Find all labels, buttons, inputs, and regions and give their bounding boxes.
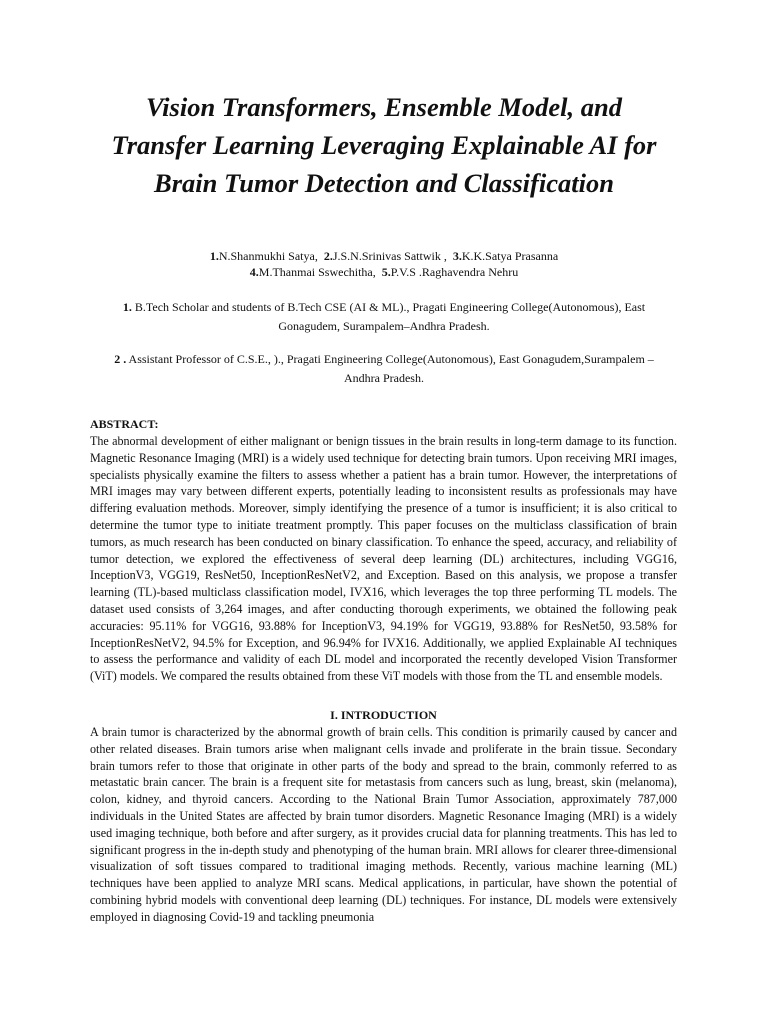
affiliation-text: Assistant Professor of C.S.E., )., Pragati Engineering College(Autonomous), East Gonagudem,Surampalem – Andhra Pradesh. <box>126 352 654 385</box>
author-name: P.V.S .Raghavendra Nehru <box>390 265 519 279</box>
affiliation-text: B.Tech Scholar and students of B.Tech CSE (AI & ML)., Pragati Engineering College(Autonomous), East Gonagudem, Surampalem–Andhra Pradesh. <box>131 300 646 333</box>
abstract-text: The abnormal development of either malignant or benign tissues in the brain results in long-term damage to its function. Magnetic Resonance Imaging (MRI) is a widely used technique for detecting brain tumors. Upon receiving MRI images, specialists physically examine the filters to assess whether a patient has a brain tumor. However, the interpretations of MRI images may vary between different experts, potentially leading to inconsistent results as professionals may have differing evaluation methods. Moreover, simply identifying the presence of a tumor is insufficient; it is also critical to determine the tumor type to initiate treatment promptly. This paper focuses on the multiclass classification of brain tumors, as much research has been conducted on binary classification. To enhance the speed, accuracy, and reliability of tumor detection, we explored the effectiveness of several deep learning (DL) architectures, including VGG16, InceptionV3, VGG19, ResNet50, InceptionResNetV2, and Exception. Based on this analysis, we propose a transfer learning (TL)-based multiclass classification model, IVX16, which leverages the top three performing TL models. The dataset used consists of 3,264 images, and after conducting thorough experiments, we obtained the following peak accuracies: 95.11% for VGG16, 93.88% for InceptionV3, 94.19% for VGG19, 93.88% for ResNet50, 93.58% for InceptionResNetV2, 94.5% for Exception, and 96.94% for IVX16. Additionally, we applied Explainable AI techniques to assess the performance and validity of each DL model and incorporated the recently developed Vision Transformer (ViT) models. We compared the results obtained from these ViT models with those from the TL and ensemble models. <box>90 434 677 684</box>
author-name: N.Shanmukhi Satya, <box>218 249 318 263</box>
title-line: Transfer Learning Leveraging Explainable AI for <box>111 130 657 160</box>
author-line <box>80 264 688 280</box>
affiliation-number: 2 . <box>114 352 127 366</box>
introduction-text: A brain tumor is characterized by the abnormal growth of brain cells. This condition is primarily caused by cancer and other related diseases. Brain tumors arise when malignant cells invade and proliferate in the brain tissue. Secondary brain tumors refer to those that originate in other parts of the body and spread to the brain, commonly referred to as metastatic brain cancer. The brain is a frequent site for metastasis from cancers such as lung, breast, skin (melanoma), colon, kidney, and thyroid cancers. According to the National Brain Tumor Association, approximately 787,000 individuals in the United States are affected by brain tumor disorders. Magnetic Resonance Imaging (MRI) is a widely used imaging technique, both before and after surgery, as it provides crucial data for planning treatments. This has led to significant progress in the in-depth study and phenotyping of the human brain. MRI allows for clearer three-dimensional visualization of soft tissues compared to traditional imaging methods. Recently, various machine learning (ML) techniques have been applied to analyze MRI scans. Medical applications, in particular, have shown the potential of combining hybrid models with conventional deep learning (DL) techniques. For instance, DL models were extensively employed in diagnosing Covid-19 and tackling pneumonia <box>90 725 677 924</box>
author-number: 3. <box>452 249 462 263</box>
author-number: 5. <box>381 265 391 279</box>
abstract-heading: ABSTRACT: <box>90 417 159 431</box>
affiliation-1 <box>96 298 672 336</box>
paper-title <box>60 88 708 202</box>
author-line <box>80 248 688 264</box>
author-name: K.K.Satya Prasanna <box>461 249 559 263</box>
author-name: M.Thanmai Sswechitha, <box>258 265 376 279</box>
affiliation-number: 1. <box>122 300 132 314</box>
introduction-heading: I. INTRODUCTION <box>330 708 437 722</box>
author-list <box>80 248 688 280</box>
author-name: J.S.N.Srinivas Sattwik , <box>332 249 447 263</box>
author-number: 4. <box>249 265 259 279</box>
author-number: 1. <box>209 249 219 263</box>
author-number: 2. <box>323 249 333 263</box>
title-line: Brain Tumor Detection and Classification <box>154 168 614 198</box>
title-line: Vision Transformers, Ensemble Model, and <box>145 92 623 122</box>
affiliation-2 <box>96 350 672 388</box>
